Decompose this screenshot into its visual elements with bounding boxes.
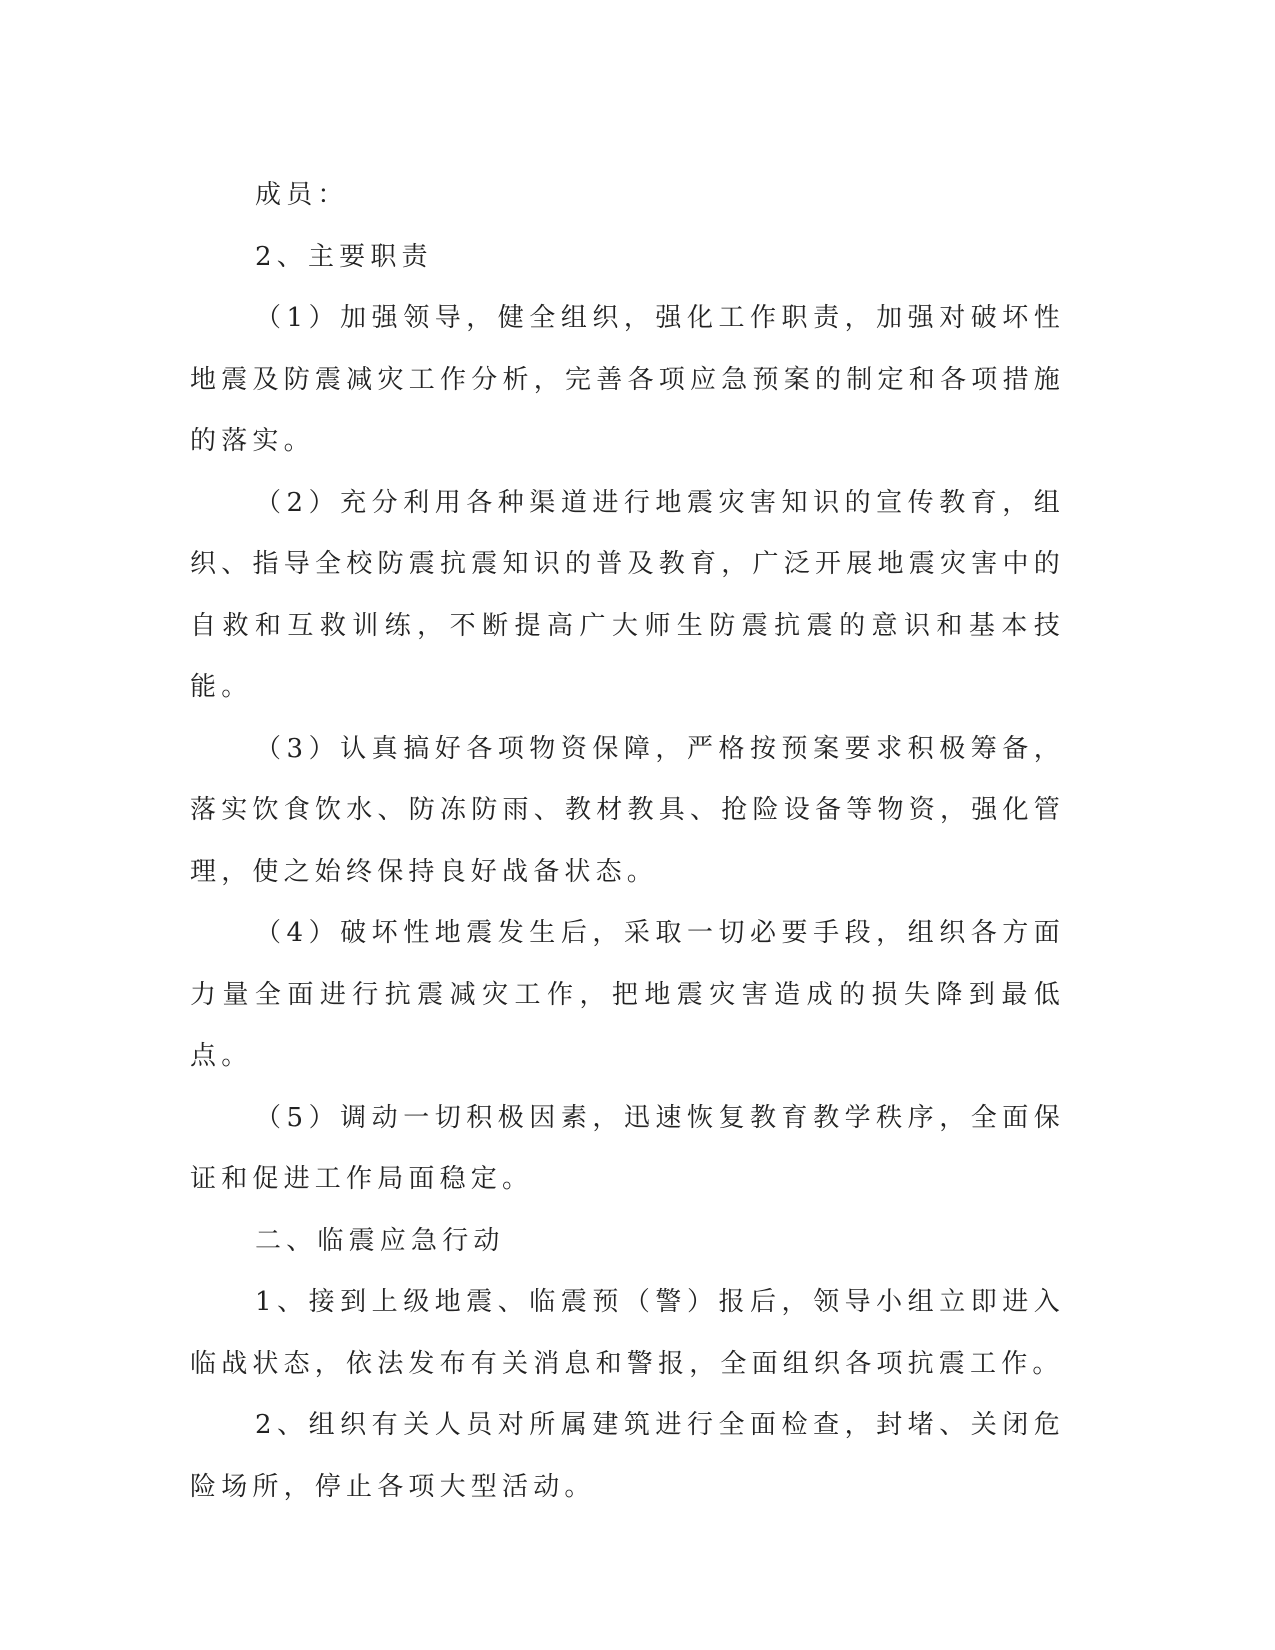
paragraph-duty-1: （1）加强领导，健全组织，强化工作职责，加强对破坏性地震及防震减灾工作分析，完善各项应急预案的制定和各项措施的落实。 [190, 303, 1065, 456]
paragraph-duty-5: （5）调动一切积极因素，迅速恢复教育教学秩序，全面保证和促进工作局面稳定。 [190, 1102, 1065, 1194]
paragraph-duty-2: （2）充分利用各种渠道进行地震灾害知识的宣传教育，组织、指导全校防震抗震知识的普及教育，广泛开展地震灾害中的自救和互救训练，不断提高广大师生防震抗震的意识和基本技能。 [190, 487, 1065, 702]
heading-main-duties: 2、主要职责 [255, 241, 433, 272]
paragraph-duty-4: （4）破坏性地震发生后，采取一切必要手段，组织各方面力量全面进行抗震减灾工作，把地震灾害造成的损失降到最低点。 [190, 918, 1065, 1071]
paragraph-duty-3: （3）认真搞好各项物资保障，严格按预案要求积极筹备，落实饮食饮水、防冻防雨、教材教具、抢险设备等物资，强化管理，使之始终保持良好战备状态。 [190, 733, 1065, 887]
paragraph-action-1: 1、接到上级地震、临震预（警）报后，领导小组立即进入临战状态，依法发布有关消息和警报，全面组织各项抗震工作。 [190, 1287, 1065, 1379]
paragraph-action-2: 2、组织有关人员对所属建筑进行全面检查，封堵、关闭危险场所，停止各项大型活动。 [190, 1410, 1065, 1502]
paragraph-members: 成员： [255, 180, 349, 210]
heading-emergency-action: 二、临震应急行动 [255, 1225, 505, 1256]
document-body [190, 165, 1065, 1518]
